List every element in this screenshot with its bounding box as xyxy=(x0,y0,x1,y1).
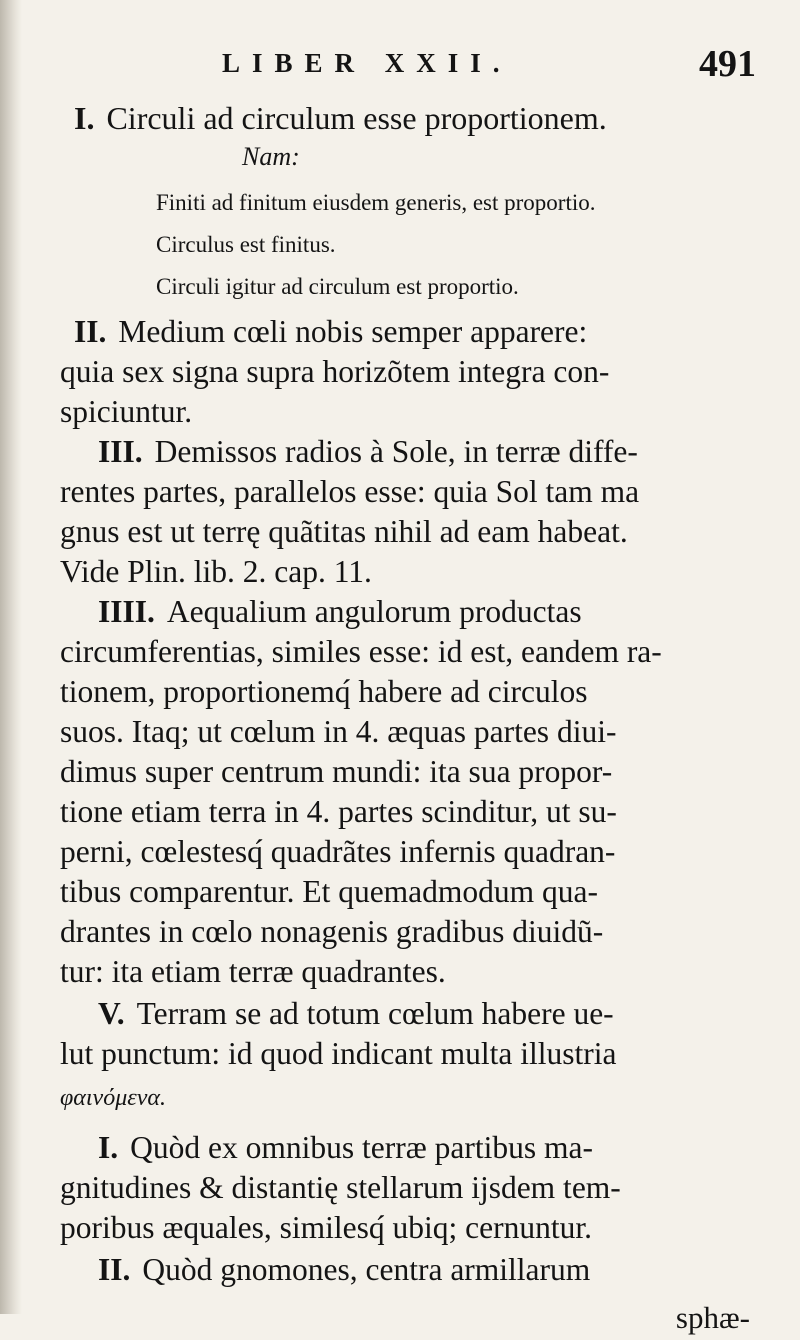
text-line: dimus super centrum mundi: ita sua propor- xyxy=(60,754,613,789)
text-line: poribus æquales, similesq́ ubiq; cernuntur. xyxy=(60,1210,592,1245)
page-header xyxy=(60,40,756,98)
text-line: tione etiam terra in 4. partes scinditur, ut su- xyxy=(60,794,617,829)
proposition-1 xyxy=(60,98,750,308)
text-line: suos. Itaq; ut cœlum in 4. æquas partes diui- xyxy=(60,714,617,749)
proposition-number: II. xyxy=(74,314,107,349)
text-line: quia sex signa supra horizõtem integra con- xyxy=(60,354,610,389)
greek-word: φαινόμενα. xyxy=(60,1085,166,1111)
proposition-number: IIII. xyxy=(98,594,155,629)
sub-proposition-2 xyxy=(60,1250,750,1290)
syllogism-line: Circuli igitur ad circulum est proportio. xyxy=(156,274,519,299)
text-line: tur: ita etiam terræ quadrantes. xyxy=(60,954,446,989)
book-page xyxy=(60,40,756,1340)
syllogism xyxy=(156,182,750,308)
sub-proposition-1 xyxy=(60,1128,750,1248)
text-line: lut punctum: id quod indicant multa illustria xyxy=(60,1036,617,1071)
text-line: tionem, proportionemq́ habere ad circulos xyxy=(60,674,588,709)
proposition-number: III. xyxy=(98,434,143,469)
proposition-1-lead xyxy=(74,98,750,138)
text-line: drantes in cœlo nonagenis gradibus diuidũ- xyxy=(60,914,604,949)
syllogism-line: Finiti ad finitum eiusdem generis, est proportio. xyxy=(156,190,596,215)
syllogism-line: Circulus est finitus. xyxy=(156,232,336,257)
proposition-5 xyxy=(60,994,750,1074)
page-gutter-shadow xyxy=(0,0,22,1314)
proposition-number: V. xyxy=(98,996,125,1031)
text-line xyxy=(98,432,750,472)
line-text: Quòd ex omnibus terræ partibus ma- xyxy=(130,1130,593,1165)
line-text: Aequalium angulorum productas xyxy=(166,594,582,629)
text-line: circumferentias, similes esse: id est, eandem ra- xyxy=(60,634,662,669)
proposition-number: I. xyxy=(98,1130,119,1165)
text-line xyxy=(74,312,750,352)
text-line: gnus est ut terrę quãtitas nihil ad eam habeat. xyxy=(60,514,628,549)
text-line xyxy=(98,1250,750,1290)
proposition-4 xyxy=(60,592,750,992)
text-line: spiciuntur. xyxy=(60,394,193,429)
text-line xyxy=(98,1128,750,1168)
running-head: LIBER XXII. xyxy=(222,48,512,78)
proposition-number: I. xyxy=(74,100,95,136)
proposition-text: Circuli ad circulum esse proportionem. xyxy=(106,100,607,136)
text-line: Vide Plin. lib. 2. cap. 11. xyxy=(60,554,372,589)
text-line: gnitudines & distantię stellarum ijsdem tem- xyxy=(60,1170,621,1205)
text-line: tibus comparentur. Et quemadmodum qua- xyxy=(60,874,599,909)
catchword: sphæ- xyxy=(675,1300,750,1335)
line-text: Demissos radios à Sole, in terræ diffe- xyxy=(154,434,638,469)
text-line xyxy=(98,592,750,632)
page-number: 491 xyxy=(699,43,756,85)
proposition-number: II. xyxy=(98,1252,131,1287)
text-line: rentes partes, parallelos esse: quia Sol tam ma xyxy=(60,474,640,509)
proposition-3 xyxy=(60,432,750,592)
nam-label: Nam: xyxy=(242,142,300,171)
proposition-2 xyxy=(60,312,750,432)
line-text: Terram se ad totum cœlum habere ue- xyxy=(136,996,614,1031)
text-line: perni, cœlestesq́ quadrãtes infernis quadran- xyxy=(60,834,616,869)
text-line xyxy=(98,994,750,1034)
line-text: Quòd gnomones, centra armillarum xyxy=(142,1252,591,1287)
line-text: Medium cœli nobis semper apparere: xyxy=(118,314,588,349)
